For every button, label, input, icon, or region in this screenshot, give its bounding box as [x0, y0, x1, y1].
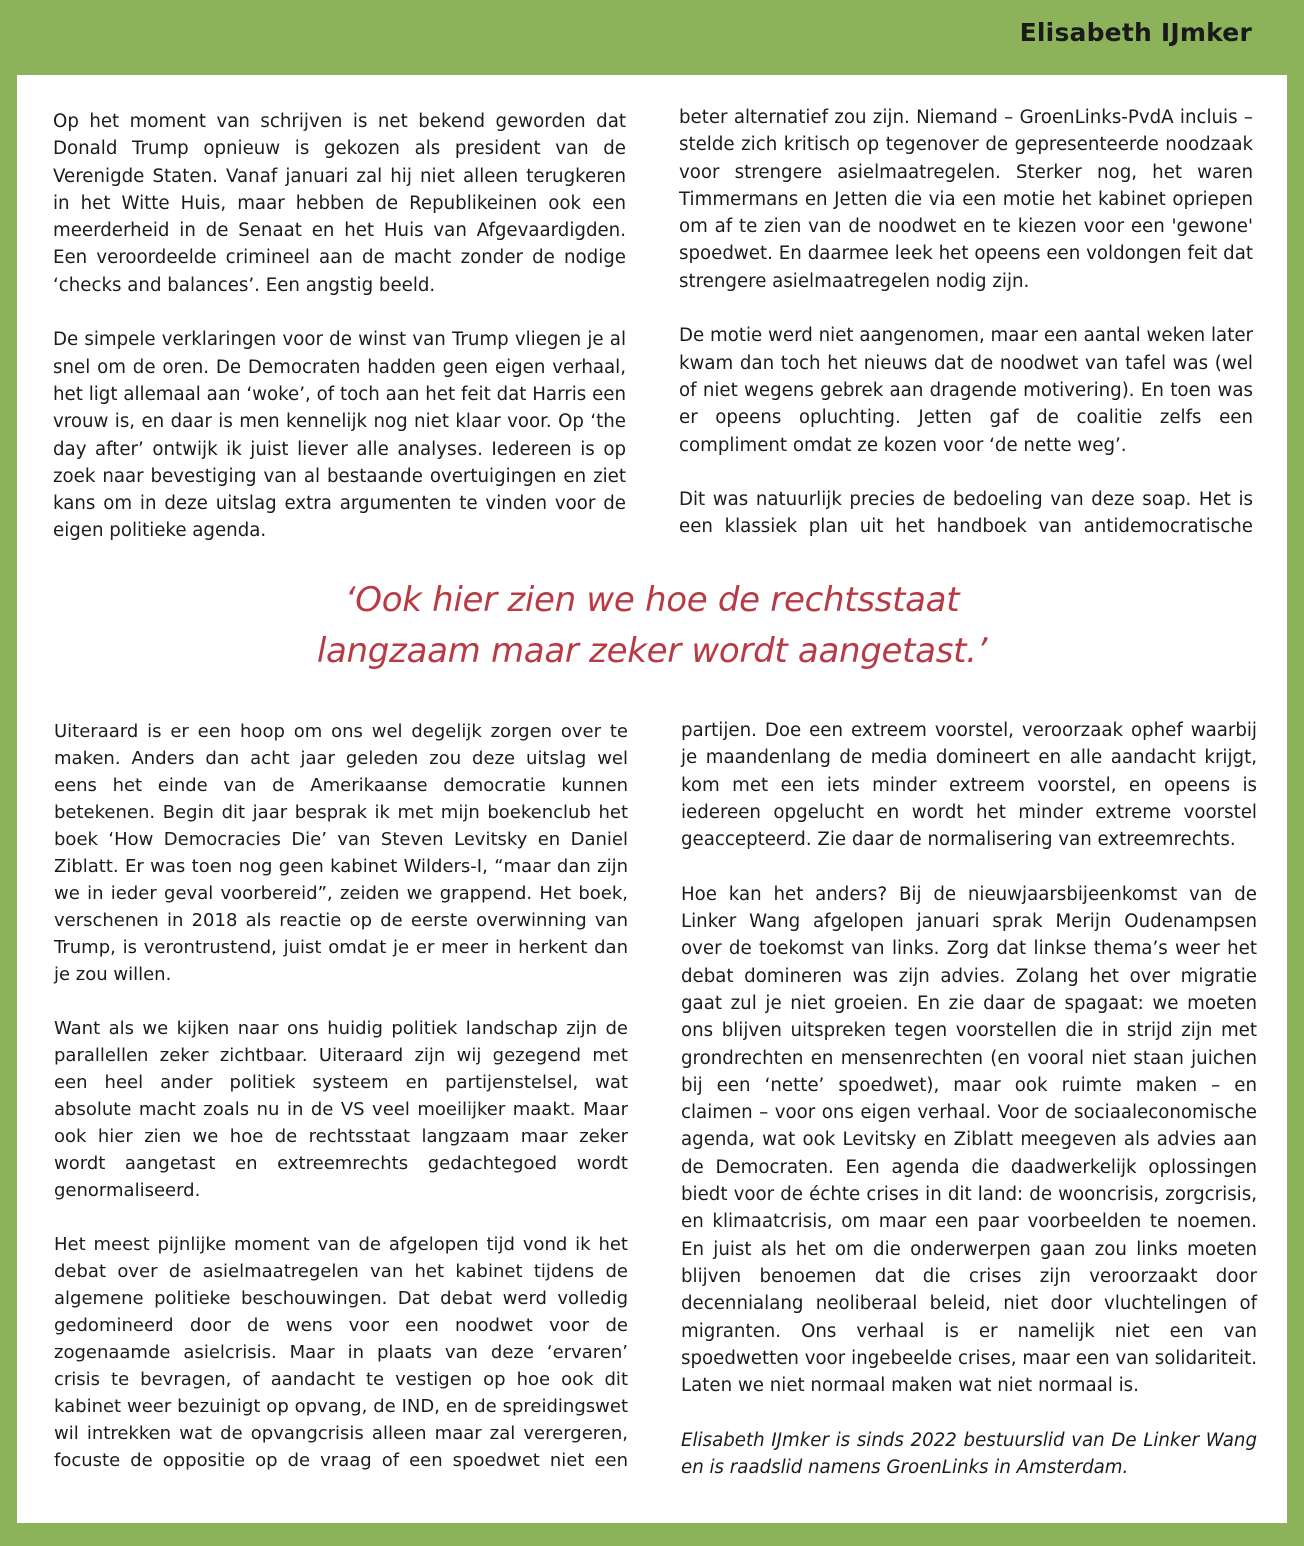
paragraph: partijen. Doe een extreem voorstel, veroorzaak ophef waarbij je maandenlang de media domineert en alle aandacht krijgt, kom met een iets minder extreem voorstel, en opeens is iedereen opgelucht en wordt het minder extreme voorstel geaccepteerd. Zie daar de normalisering van extreemrechts.: [681, 720, 1257, 851]
author-bio: Elisabeth IJmker is sinds 2022 bestuurslid van De Linker Wang en is raadslid namens GroenLinks in Amsterdam.: [681, 1429, 1257, 1479]
paragraph: Want als we kijken naar ons huidig politiek landschap zijn de parallellen zeker zichtbaar. Uiteraard zijn wij gezegend met een heel ander politiek systeem en partijenstelsel, wat absolute macht zoals nu in de VS veel moeilijker maakt. Maar ook hier zien we hoe de rechtsstaat langzaam maar zeker wordt aangetast en extreemrechts gedachtegoed wordt genormaliseerd.: [54, 1018, 628, 1201]
paragraph: Het meest pijnlijke moment van de afgelopen tijd vond ik het debat over de asielmaatregelen van het kabinet tijdens de algemene politieke beschouwingen. Dat debat werd volledig gedomineerd door de wens voor een noodwet voor de zogenaamde asielcrisis. Maar in plaats van deze ‘ervaren’ crisis te bevragen, of aandacht te vestigen op hoe ook dit kabinet weer bezuinigt op opvang, de IND, en de spreidingswet wil intrekken wat de opvangcrisis alleen maar zal verergeren, focuste de oppositie op de vraag of een spoedwet niet een: [54, 1234, 628, 1471]
paragraph: beter alternatief zou zijn. Niemand – GroenLinks-PvdA incluis – stelde zich kritisch op tegenover de gepresenteerde noodzaak voor strengere asielmaatregelen. Sterker nog, het waren Timmermans en Jetten die via een motie het kabinet opriepen om af te zien van de noodwet en te kiezen voor een 'gewone' spoedwet. En daarmee leek het opeens een voldongen feit dat strengere asielmaatregelen nodig zijn.: [679, 107, 1253, 292]
paragraph: Dit was natuurlijk precies de bedoeling van deze soap. Het is een klassiek plan uit het handboek van antidemocratische: [679, 489, 1253, 538]
column-top-left: [53, 108, 626, 545]
article-page: [17, 75, 1287, 1523]
paragraph: Hoe kan het anders? Bij de nieuwjaarsbijeenkomst van de Linker Wang afgelopen januari sprak Merijn Oudenampsen over de toekomst van links. Zorg dat linkse thema’s weer het debat domineren was zijn advies. Zolang het over migratie gaat zul je niet groeien. En zie daar de spagaat: we moeten ons blijven uitspreken tegen voorstellen die in strijd zijn met grondrechten en mensenrechten (en vooral niet staan juichen bij een ‘nette’ spoedwet), maar ook ruimte maken – en claimen – voor ons eigen verhaal. Voor de sociaaleconomische agenda, wat ook Levitsky en Ziblatt meegeven als advies aan de Democraten. Een agenda die daadwerkelijk oplossingen biedt voor de échte crises in dit land: de wooncrisis, zorgcrisis, en klimaatcrisis, om maar een paar voorbeelden te noemen. En juist als het om die onderwerpen gaan zou links moeten blijven benoemen dat die crises zijn veroorzaakt door decennialang neoliberaal beleid, niet door vluchtelingen of migranten. Ons verhaal is er namelijk niet een van spoedwetten voor ingebeelde crises, maar een van solidariteit. Laten we niet normaal maken wat niet normaal is.: [681, 883, 1257, 1397]
pull-quote-line: ‘Ook hier zien we hoe de rechtsstaat: [344, 580, 960, 620]
paragraph: De motie werd niet aangenomen, maar een aantal weken later kwam dan toch het nieuws dat de noodwet van tafel was (wel of niet wegens gebrek aan dragende motivering). En toen was er opeens opluchting. Jetten gaf de coalitie zelfs een compliment omdat ze kozen voor ‘de nette weg’.: [679, 325, 1253, 456]
paragraph: De simpele verklaringen voor de winst van Trump vliegen je al snel om de oren. De Democraten hadden geen eigen verhaal, het ligt allemaal aan ‘woke’, of toch aan het feit dat Harris een vrouw is, en daar is men kennelijk nog niet klaar voor. Op ‘the day after’ ontwijk ik juist liever alle analyses. Iedereen is op zoek naar bevestiging van al bestaande overtuigingen en ziet kans om in deze uitslag extra argumenten te vinden voor de eigen politieke agenda.: [53, 329, 626, 542]
pull-quote: [17, 575, 1287, 677]
author-name-header: Elisabeth IJmker: [1019, 18, 1252, 47]
column-bottom-right: [681, 717, 1257, 1481]
paragraph: Op het moment van schrijven is net bekend geworden dat Donald Trump opnieuw is gekozen als president van de Verenigde Staten. Vanaf januari zal hij niet alleen terugkeren in het Witte Huis, maar hebben de Republikeinen ook een meerderheid in de Senaat en het Huis van Afgevaardigden. Een veroordeelde crimineel aan de macht zonder de nodige ‘checks and balances’. Een angstig beeld.: [53, 111, 626, 296]
pull-quote-line: langzaam maar zeker wordt aangetast.’: [316, 631, 988, 671]
column-bottom-left: [54, 718, 628, 1474]
paragraph: Uiteraard is er een hoop om ons wel degelijk zorgen over te maken. Anders dan acht jaar geleden zou deze uitslag wel eens het einde van de Amerikaanse democratie kunnen betekenen. Begin dit jaar besprak ik met mijn boekenclub het boek ‘How Democracies Die’ van Steven Levitsky en Daniel Ziblatt. Er was toen nog geen kabinet Wilders-I, “maar dan zijn we in ieder geval voorbereid”, zeiden we grappend. Het boek, verschenen in 2018 als reactie op de eerste overwinning van Trump, is verontrustend, juist omdat je er meer in herkent dan je zou willen.: [54, 721, 628, 985]
column-top-right: [679, 104, 1253, 541]
